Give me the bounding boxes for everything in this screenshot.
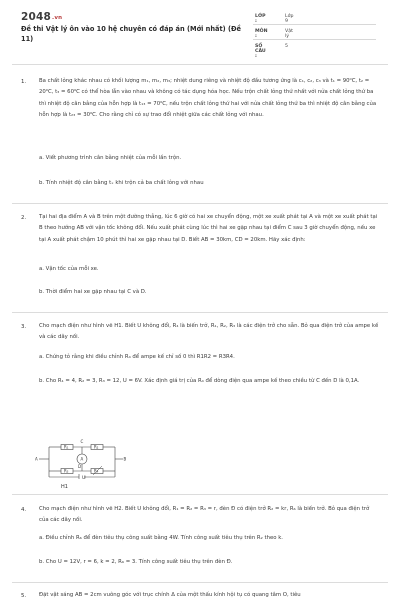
label-u: U bbox=[82, 476, 86, 481]
label-r4: R₄ bbox=[94, 468, 99, 474]
meta-subject-value: Vật lý bbox=[285, 29, 293, 39]
question-2-part-a: a. Vận tốc của mỗi xe. bbox=[39, 266, 99, 272]
meta-grade-value: Lớp 9 bbox=[285, 14, 294, 24]
label-r2: R₂ bbox=[94, 444, 99, 450]
question-3-part-a: a. Chứng tỏ rằng khi điều chỉnh R₄ để ampe kế chỉ số 0 thì R1R2 = R3R4. bbox=[39, 354, 235, 360]
label-d: D bbox=[78, 464, 82, 469]
header-divider bbox=[12, 64, 388, 65]
question-divider bbox=[12, 203, 388, 204]
question-4-part-b: b. Cho U = 12V, r = 6, k = 2, R₆ = 3. Tính công suất tiêu thụ trên đèn Đ. bbox=[39, 559, 233, 565]
meta-grade-label: LỚP : bbox=[255, 14, 266, 24]
question-1-number: 1. bbox=[21, 79, 27, 85]
site-logo[interactable] bbox=[21, 11, 62, 23]
question-4-part-a: a. Điều chỉnh R₆ để đèn tiêu thụ công suất bằng 4W. Tính công suất tiêu thụ trên R₂ theo k. bbox=[39, 535, 284, 541]
question-divider bbox=[12, 494, 388, 495]
logo-text: 2048 bbox=[21, 11, 52, 23]
label-a: A bbox=[35, 456, 38, 462]
question-5-text: Đặt vật sáng AB = 2cm vuông góc với trục chính Δ của một thấu kính hội tụ có quang tâm O, tiêu bbox=[39, 592, 301, 598]
meta-divider bbox=[253, 39, 376, 40]
question-1-text: Ba chất lỏng khác nhau có khối lượng m₁, m₂, m₃; nhiệt dung riêng và nhiệt độ đầu tương ứng là c₁, c₂, c₃ và t₁ = 90⁰C, t₂ = 20⁰C, t₃ = 60⁰C có thể hòa lẫn vào nhau và không có tác dụng hóa học. Nếu trộn chất lỏng thứ nhất với nửa chất lỏng thứ ba thì nhiệt độ cân bằng của hỗn hợp là t₁₃ = 70⁰C, nếu trộn chất lỏng thứ hai với nửa chất lỏng thứ ba thì nhiệt độ cân bằng của hỗn hợp là t₂₃ = 30⁰C. Cho rằng chỉ có sự trao đổi nhiệt giữa các chất lỏng với nhau. bbox=[39, 78, 377, 119]
circuit-diagram-h1 bbox=[35, 437, 127, 479]
figure-caption-h1: H1 bbox=[61, 484, 68, 490]
label-b: B bbox=[123, 456, 127, 462]
meta-subject-label: MÔN : bbox=[255, 29, 268, 39]
question-2-part-b: b. Thời điểm hai xe gặp nhau tại C và D. bbox=[39, 289, 147, 295]
meta-count-value: 5 bbox=[285, 44, 288, 49]
label-c: C bbox=[80, 439, 84, 444]
page-title: Đề thi Vật lý ôn vào 10 hệ chuyên có đáp án (Mới nhất) (Đề 11) bbox=[21, 25, 241, 43]
question-1-part-b: b. Tính nhiệt độ cân bằng tₓ khi trộn cả ba chất lỏng với nhau bbox=[39, 180, 204, 186]
question-1-part-a: a. Viết phương trình cân bằng nhiệt của mỗi lần trộn. bbox=[39, 155, 182, 161]
meta-count-label: SỐ CÂU : bbox=[255, 44, 266, 59]
label-r3: R₃ bbox=[64, 468, 69, 474]
question-divider bbox=[12, 312, 388, 313]
question-3-part-b: b. Cho R₁ = 4, R₂ = 3, R₃ = 12, U = 6V. Xác định giá trị của R₄ để dòng điện qua ampe kế theo chiều từ C đến D là 0,1A. bbox=[39, 378, 360, 384]
question-divider bbox=[12, 582, 388, 583]
question-2-number: 2. bbox=[21, 215, 27, 221]
question-3-number: 3. bbox=[21, 324, 27, 330]
meta-divider bbox=[253, 24, 376, 25]
logo-suffix: .vn bbox=[52, 15, 63, 21]
question-5-number: 5. bbox=[21, 593, 27, 599]
question-2-text: Tại hai địa điểm A và B trên một đường thẳng, lúc 6 giờ có hai xe chuyển động, một xe xuất phát tại A và một xe xuất phát tại B theo hướng AB với vận tốc không đổi. Nếu xuất phát cùng lúc thì hai xe gặp nhau tại điểm C sau 3 giờ chuyển động, nếu xe tại A xuất phát chậm 10 phút thì hai xe gặp nhau tại D. Biết AB = 30km, CD = 20km. Hãy xác định: bbox=[39, 214, 378, 243]
label-ammeter: A bbox=[80, 456, 84, 462]
question-3-text: Cho mạch điện như hình vẽ H1. Biết U không đổi, R₄ là biến trở, R₁, R₂, R₃ là các điện trở cho sẵn. Bỏ qua điện trở của ampe kế và các dây nối. bbox=[39, 323, 379, 341]
question-4-text: Cho mạch điện như hình vẽ H2. Biết U không đổi, R₁ = R₂ = R₃ = r, đèn Đ có điện trở R₂ = kr, R₆ là biến trở. Bỏ qua điện trở của các dây nối. bbox=[39, 506, 370, 524]
label-r1: R₁ bbox=[64, 444, 69, 450]
question-4-number: 4. bbox=[21, 507, 27, 513]
